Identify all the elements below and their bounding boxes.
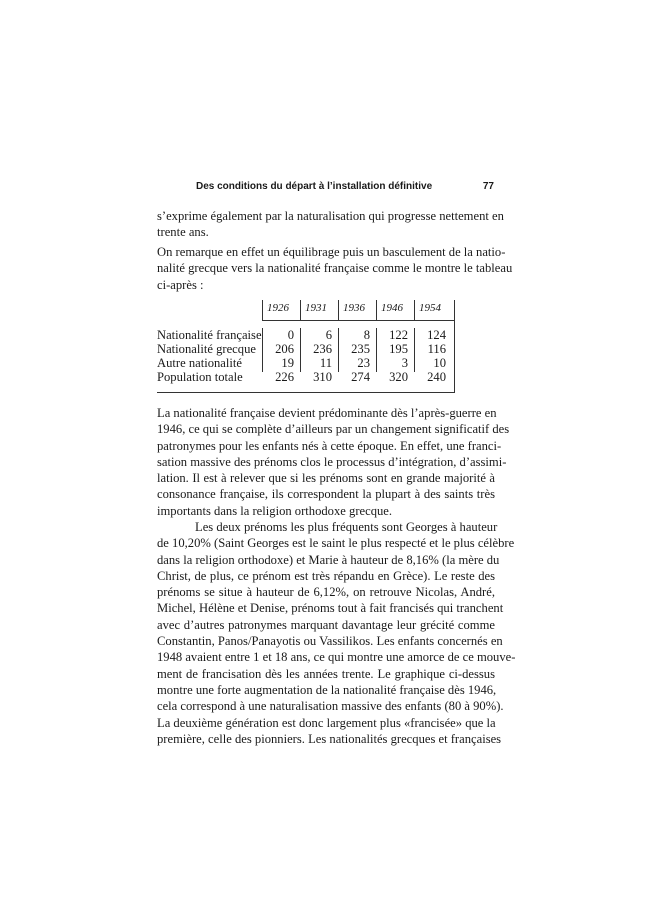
table-cell: 6 [325,328,332,342]
text-line: Christ, de plus, ce prénom est très répandu en Grèce). Le reste des [157,568,495,583]
text-line: On remarque en effet un équilibrage puis un basculement de la natio- [157,245,506,259]
table-cell: 116 [427,342,446,356]
column-header-year: 1954 [419,302,441,314]
text-line: lation. Il est à relever que si les prénoms sont en grande majorité à [157,471,495,486]
text-line: trente ans. [157,225,209,240]
column-header-year: 1931 [305,302,327,314]
paragraph-4 [157,519,516,747]
text-line: avec d’autres patronymes marquant davantage leur grécité comme [157,617,495,632]
row-label: Autre nationalité [157,356,242,370]
table-cell: 274 [351,370,370,384]
table-cell: 310 [313,370,332,384]
table-bottom-rule [157,392,455,393]
running-header [196,181,494,192]
header-rule [262,320,455,321]
table-cell: 23 [357,356,370,370]
column-header-year: 1936 [343,302,365,314]
text-line: La nationalité française devient prédominante dès l’après-guerre en [157,406,497,420]
table-cell: 226 [275,370,294,384]
text-line: importants dans la religion orthodoxe grecque. [157,503,393,518]
table-cell: 0 [287,328,294,342]
table-cell: 320 [389,370,408,384]
table-cell: 10 [433,356,446,370]
column-header-year: 1946 [381,302,403,314]
table-cell: 122 [389,328,408,342]
table-cell: 8 [363,328,370,342]
column-divider [414,300,415,320]
text-line: 1946, ce qui se complète d’ailleurs par un changement significatif des [157,422,510,437]
text-line: ment de francisation dès les années trente. Le graphique ci-dessus [157,666,495,681]
text-line: prénoms se situe à hauteur de 6,12%, on retrouve Nicolas, André, [157,585,495,600]
text-line: La deuxième génération est donc largement plus «francisée» que la [157,715,496,730]
text-line: s’exprime également par la naturalisation qui progresse nettement en [157,209,504,223]
table-cell: 11 [319,356,332,370]
table-right-border [454,300,455,393]
text-line: Michel, Hélène et Denise, prénoms tout à fait francisés qui tranchent [157,601,504,616]
text-line: Constantin, Panos/Panayotis ou Vassilikos. Les enfants concernés en [157,634,503,649]
column-divider [338,300,339,320]
text-line: montre une forte augmentation de la nationalité française dès 1946, [157,682,497,697]
table-cell: 206 [275,342,294,356]
text-line: dans la religion orthodoxe) et Marie à hauteur de 8,16% (la mère du [157,552,500,567]
text-line: patronymes pour les enfants nés à cette époque. En effet, une franci- [157,438,502,453]
column-divider [262,300,263,320]
table-cell: 236 [313,342,332,356]
row-label: Population totale [157,370,243,384]
page-number: 77 [482,181,494,192]
text-line: de 10,20% (Saint Georges est le saint le plus respecté et le plus célèbre [157,536,515,551]
row-label: Nationalité française [157,328,262,342]
text-line: cela correspond à une naturalisation massive des enfants (80 à 90%). [157,699,504,714]
header-title: Des conditions du départ à l’installation définitive [196,181,433,192]
column-divider [300,300,301,320]
paragraph-2 [157,244,513,293]
row-label: Nationalité grecque [157,342,256,356]
column-divider [376,300,377,320]
table-cell: 124 [427,328,446,342]
table-cell: 195 [389,342,408,356]
table-cell: 3 [401,356,408,370]
paragraph-3 [157,405,510,519]
nationality-table [157,300,455,393]
text-line: première, celle des pionniers. Les nationalités grecques et françaises [157,731,502,746]
table-cell: 235 [351,342,370,356]
text-line: ci-après : [157,277,204,292]
text-line: sation massive des prénoms clos le processus d’intégration, d’assimi- [157,454,507,469]
text-line: 1948 avaient entre 1 et 18 ans, ce qui montre une amorce de ce mouve- [157,650,516,665]
paragraph-1 [157,208,504,241]
column-header-year: 1926 [267,302,289,314]
table-cell: 19 [281,356,294,370]
table-cell: 240 [427,370,446,384]
text-line: Les deux prénoms les plus fréquents sont Georges à hauteur [195,520,498,534]
text-line: consonance française, ils correspondent la plupart à des saints très [157,487,495,502]
text-line: nalité grecque vers la nationalité française comme le montre le tableau [157,261,513,276]
